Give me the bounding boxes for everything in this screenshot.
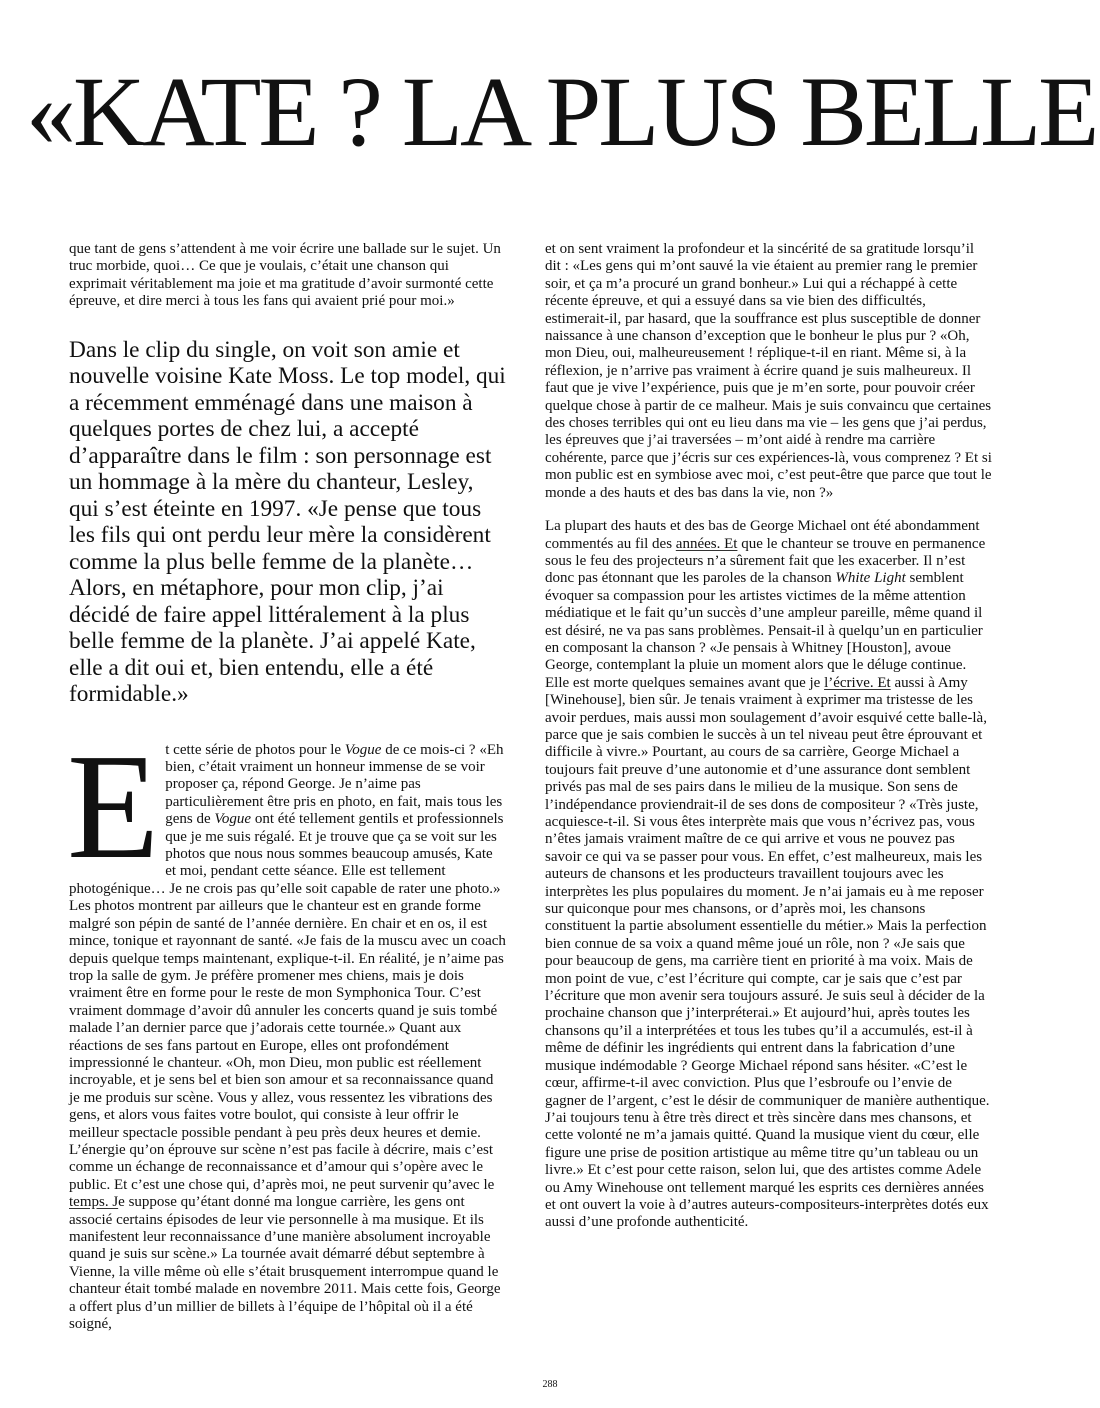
body-text: aussi à Amy [Winehouse], bien sûr. Je tenais vraiment à exprimer ma tristesse de les avoir perdues, mais aussi mon soulagement d’avoir esquivé cette balle-là, parce que je sais combien le succès à un tel niveau peut être éprouvant et difficile à vivre.» Pourtant, au cours de sa carrière, George Michael a toujours fait preuve d’une autonomie et d’une assurance dont semblent privés pas mal de ses pairs dans le milieu de la musique. Son sens de l’indépendance proviendrait-il de ses dons de compositeur ? «Très juste, acquiesce-t-il. Si vous êtes interprète mais que vous n’écrivez pas, vous n’êtes jamais vraiment maître de ce qui arrive et vous ne pouvez pas savoir ce qui va se passer pour vous. En effet, c’est malheureux, mais les auteurs de chansons et les producteurs travaillent toujours avec les interprètes les plus populaires du moment. Je n’ai jamais eu à me reposer sur quiconque pour mes chansons, or d’après moi, les chansons constituent la partie absolument essentielle du métier.» Mais la perfection bien connue de sa voix a quand même joué un rôle, non ? «Je sais que pour beaucoup de gens, ma carrière tient en priorité à ma voix. Mais de mon point de vue, c’est l’écriture qui compte, car je sais que c’est par l’écriture que mon avenir sera toujours assuré. Je suis seul à décider de la prochaine chanson que j’interpréterai.» Et aujourd’hui, après toutes les chansons qu’il a interprétées et tous les tubes qu’il a accumulés, est-il à même de définir les ingrédients qui entrent dans la fabrication d’une musique indémodable ? George Michael répond sans hésiter. «C’est le cœur, affirme-t-il avec conviction. Plus que l’esbroufe ou l’envie de gagner de l’argent, c’est le désir de communiquer de manière authentique. J’ai toujours tenu à être très direct et très sincère dans mes chansons, et cette volonté ne m’a jamais quitté. Quand la musique vient du cœur, elle figure une prise de position artistique au même titre qu’un tableau ou un livre.» Et c’est pour cette raison, selon lui, que des artistes comme Adele ou Amy Winehouse ont tellement marqué les esprits ces dernières années et ont ouvert la voie à d’autres auteurs-compositeurs-interprètes dotés eux aussi d’une profonde authenticité. (545, 674, 990, 1231)
section-text (545, 518, 993, 1232)
magazine-name: Vogue (344, 741, 382, 758)
body-text: semblent évoquer sa compassion pour les artistes victimes de la même attention médiatique et le fait qu’un succès d’une ampleur pareille, même quand il est désiré, ne va pas sans problèmes. Pensait-il à quelqu’un en particulier en composant la chanson ? «Je pensais à Whitney [Houston], avoue George, contemplant la pluie un moment alors que le déluge continue. Elle est morte quelques semaines avant que je (545, 570, 983, 691)
continuation-text: et on sent vraiment la profondeur et la sincérité de sa gratitude lorsqu’il dit : «Les gens qui m’ont sauvé la vie étaient au premier rang le premier soir, et ça m’a procuré un grand bonheur.» Lui qui a réchappé à cette récente épreuve, et qui a essuyé dans sa vie bien des difficultés, estimerait-il, par hasard, que la souffrance est plus susceptible de donner naissance à une chanson d’exception que le bonheur le plus pur ? «Oh, mon Dieu, oui, malheureusement ! réplique-t-il en riant. Même si, à la réflexion, je n’arrive pas vraiment à écrire quand je suis malheureux. Il faut que je vive l’expérience, puis que je m’en sorte, pour pouvoir créer quelque chose à partir de ce malheur. Mais je suis convaincu que certaines des choses terribles qui ont eu lieu dans ma vie – les gens que j’ai perdus, les épreuves que j’ai traversées – m’ont aidé à rendre ma carrière cohérente, parce que j’écris sur ces expériences-là, vous comprenez ? Et si mon public est en symbiose avec moi, c’est peut-être que parce que tout le monde a des hauts et des bas dans la vie, non ?» (545, 241, 992, 501)
body-text-left (67, 721, 506, 1334)
inline-link[interactable]: années. Et (675, 535, 738, 552)
left-column (69, 241, 506, 1333)
song-title: White Light (835, 570, 906, 587)
inline-link[interactable]: temps. J (69, 1194, 119, 1211)
intro-quote: que tant de gens s’attendent à me voir écrire une ballade sur le sujet. Un truc morbide, quoi… Ce que je voulais, c’était une chanson qui exprimait véritablement ma joie et ma gratitude d’avoir surmonté cette épreuve, et dire merci à tous les fans qui avaient prié pour moi.» (69, 241, 501, 310)
magazine-name: Vogue (214, 811, 252, 828)
pull-quote: Dans le clip du single, on voit son amie et nouvelle voisine Kate Moss. Le top model, qui a récemment emménagé dans une maison à quelques portes de chez lui, a accepté d’apparaître dans le film : son personnage est un hommage à la mère du chanteur, Lesley, qui s’est éteinte en 1997. «Je pense que tous les fils qui ont perdu leur mère la considèrent comme la plus belle femme de la planète… Alors, en métaphore, pour mon clip, j’ai décidé de faire appel littéralement à la plus belle femme de la planète. J’ai appelé Kate, elle a dit oui et, bien entendu, elle a été formidable.» (69, 336, 506, 708)
drop-cap: E (67, 721, 160, 890)
headline: «KATE ? LA PLUS BELLE (26, 56, 1097, 167)
body-text: ont été tellement gentils et professionnels que je me suis régalé. Et je trouve que ça se voit sur les photos que nous nous sommes beaucoup amusés, Kate et moi, pendant cette séance. Elle est tellement photogénique… Je ne crois pas qu’elle soit capable de rater une photo.» Les photos montrent par ailleurs que le chanteur est en grande forme malgré son pépin de santé de l’année dernière. En chair et en os, il est mince, tonique et rayonnant de santé. «Je fais de la muscu avec un coach depuis quelque temps maintenant, explique-t-il. En réalité, je n’aime pas trop la salle de gym. Je préfère promener mes chiens, mais je dois vraiment être en forme pour le reste de mon Symphonica Tour. C’est vraiment dommage d’avoir dû annuler les concerts quand je suis tombé malade l’an dernier parce que j’adorais cette tournée.» Quant aux réactions de ses fans partout en Europe, elles ont profondément impressionné le chanteur. «Oh, mon Dieu, mon public est réellement incroyable, et je sens bel et bien son amour et sa reconnaissance quand je me produis sur scène. Vous y allez, vous ressentez les vibrations des gens, et alors vous faites votre boulot, qui consiste à leur offrir le meilleur spectacle possible pendant à peu près deux heures et demie. L’énergie qu’on éprouve sur scène n’est pas facile à décrire, mais c’est comme un échange de reconnaissance et d’amour qui s’opère avec le public. Et c’est une chose qui, d’après moi, ne peut survenir qu’avec le (69, 811, 506, 1193)
body-text: que le chanteur se trouve en permanence sous le feu des projecteurs n’a sûrement fait que les exacerber. Il n’est donc pas étonnant que les paroles de la chanson (545, 535, 986, 587)
inline-link[interactable]: l’écrive. Et (824, 674, 891, 691)
body-text: de ce mois-ci ? «Eh bien, c’était vraiment un honneur immense de se voir proposer ça, répond George. Je n’aime pas particulièrement être pris en photo, en fait, mais tous les gens de (165, 741, 504, 828)
body-text: La plupart des hauts et des bas de George Michael ont été abondamment commentés au fil des (545, 518, 980, 552)
body-text: e suppose qu’étant donné ma longue carrière, les gens ont associé certains épisodes de leur vie personnelle à ma musique. Et ils manifestent leur reconnaissance d’une manière absolument incroyable quand je suis sur scène.» La tournée avait démarré début septembre à Vienne, la ville même où elle s’était brusquement interrompue quand le chanteur était tombé malade en novembre 2011. Mais cette fois, George a offert plus d’un millier de billets à l’équipe de l’hôpital où il a été soigné, (69, 1194, 501, 1333)
right-column (545, 241, 993, 1232)
page-number: 288 (542, 1379, 558, 1390)
body-text: t cette série de photos pour le (165, 741, 345, 758)
